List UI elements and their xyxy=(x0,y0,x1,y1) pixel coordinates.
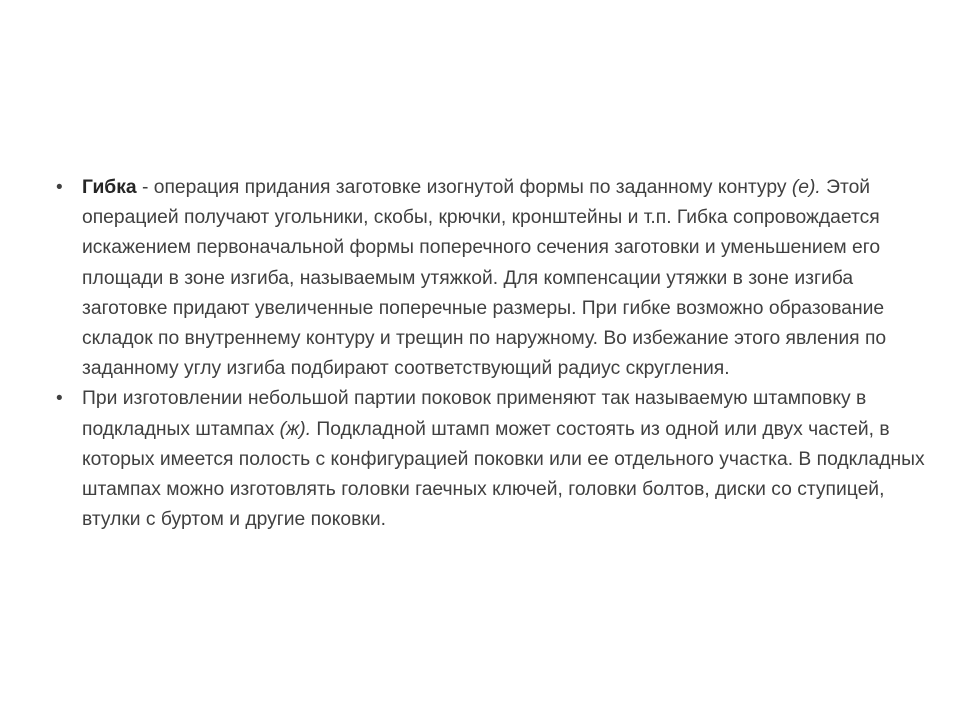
bullet-text-part: Подкладной штамп может состоять из одной или двух частей, в которых имеется полость с конфигурацией поковки или ее отдельного участка. В подкладных штампах можно изготовлять головки гаечных ключей, головки болтов, диски со ступицей, втулки с буртом и другие поковки. xyxy=(82,418,925,531)
bullet-dot-icon: • xyxy=(56,177,63,198)
bullet-text-part: При изготовлении небольшой партии поковок применяют так называемую штамповку в подкладных штампах xyxy=(82,388,867,440)
figure-ref: (е). xyxy=(791,177,821,198)
term-bending: Гибка xyxy=(82,177,137,198)
bullet-item-bending xyxy=(56,173,926,384)
bullet-text-part: Этой операцией получают угольники, скобы, крючки, кронштейны и т.п. Гибка сопровождается искажением первоначальной формы поперечного сечения заготовки и уменьшением его площади в зоне изгиба, называемым утяжкой. Для компенсации утяжки в зоне изгиба заготовке придают увеличенные поперечные размеры. При гибке возможно образование складок по внутреннему контуру и трещин по наружному. Во избежание этого явления по заданному углу изгиба подбирают соответствующий радиус скругления. xyxy=(82,177,887,380)
bullet-item-die-forging xyxy=(56,384,926,535)
figure-ref: (ж). xyxy=(279,418,312,440)
slide-body xyxy=(56,173,926,535)
bullet-dot-icon: • xyxy=(56,388,63,410)
bullet-text-part: - операция придания заготовке изогнутой формы по заданному контуру xyxy=(136,177,792,198)
